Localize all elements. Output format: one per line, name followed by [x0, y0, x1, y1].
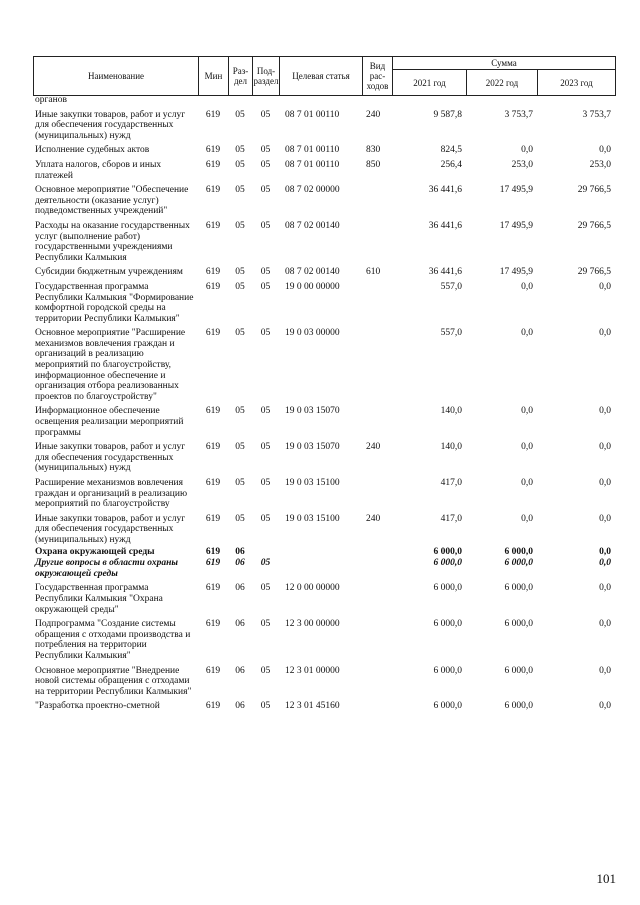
- cell-s2: 6 000,0: [504, 701, 533, 712]
- cell-name: Охрана окружающей среды: [35, 546, 155, 557]
- cell-s2: 17 495,9: [499, 220, 533, 231]
- table-row: [33, 95, 615, 106]
- cell-min: [198, 95, 228, 106]
- cell-cs: 19 0 03 15100: [285, 513, 340, 524]
- cell-name: Государственная программа Республики Калмыкия "Формирование комфортной городской среды на территории Республики Калмыкия": [35, 281, 194, 324]
- cell-s1: 36 441,6: [428, 220, 462, 231]
- cell-rz: 05: [235, 159, 245, 170]
- cell-s1: 557,0: [440, 328, 462, 339]
- table-row: [33, 579, 615, 615]
- cell-min: 619: [205, 185, 221, 196]
- cell-min: 619: [205, 546, 221, 557]
- cell-pr: 05: [260, 267, 271, 278]
- cell-vr: [362, 278, 392, 324]
- cell-name: Подпрограмма "Создание системы обращения с отходами производства и потребления на территории Республики Калмыкия": [35, 619, 191, 661]
- cell-rz: 05: [235, 328, 245, 339]
- cell-vr: [362, 579, 392, 615]
- cell-s2: 17 495,9: [499, 185, 533, 196]
- cell-s1: 6 000,0: [433, 546, 462, 557]
- cell-s3: 0,0: [599, 406, 611, 417]
- cell-s1: 36 441,6: [428, 185, 462, 196]
- cell-name: Информационное обеспечение освещения реализации мероприятий программы: [35, 406, 184, 438]
- cell-s2: 3 753,7: [504, 109, 533, 120]
- table-row: [33, 438, 615, 474]
- cell-min: 619: [205, 109, 221, 120]
- cell-s2: 6 000,0: [504, 558, 533, 569]
- cell-cs: 19 0 03 15070: [285, 406, 340, 417]
- header-year-2022: 2022 год: [467, 70, 538, 96]
- cell-s3: 0,0: [599, 478, 611, 488]
- cell-s2: 0,0: [521, 478, 533, 488]
- table-row: [33, 402, 615, 438]
- cell-min: 619: [205, 513, 221, 524]
- cell-vr: [362, 546, 392, 558]
- cell-rz: 05: [235, 145, 245, 156]
- cell-s2: 6 000,0: [504, 619, 533, 630]
- table-row: [33, 662, 615, 698]
- cell-rz: 06: [235, 701, 245, 712]
- cell-vr: [362, 615, 392, 661]
- cell-s1: [392, 95, 466, 106]
- cell-s1: 557,0: [440, 281, 462, 292]
- cell-min: 619: [205, 159, 221, 170]
- cell-vr: 610: [366, 267, 381, 278]
- cell-min: 619: [205, 145, 221, 156]
- cell-vr: [362, 95, 392, 106]
- cell-vr: [362, 217, 392, 263]
- cell-pr: 05: [260, 406, 271, 417]
- budget-table-body: [33, 95, 615, 712]
- cell-min: 619: [205, 442, 221, 453]
- cell-pr: 05: [260, 145, 271, 156]
- cell-pr: 05: [260, 109, 271, 120]
- cell-vr: 240: [366, 109, 381, 120]
- cell-s1: 9 587,8: [433, 109, 462, 120]
- cell-min: 619: [205, 267, 221, 278]
- cell-s3: 0,0: [599, 281, 611, 292]
- table-row: [33, 181, 615, 217]
- cell-cs: 19 0 03 15070: [285, 442, 340, 453]
- cell-rz: 05: [235, 478, 245, 488]
- cell-vr: [362, 697, 392, 712]
- cell-s3: 0,0: [599, 145, 611, 156]
- table-row: [33, 156, 615, 181]
- cell-min: 619: [205, 328, 221, 339]
- cell-rz: 06: [235, 558, 245, 569]
- cell-cs: [279, 95, 362, 106]
- cell-pr: 05: [260, 220, 271, 231]
- cell-vr: 850: [366, 159, 381, 170]
- cell-name: Расходы на оказание государственных услуг (выполнение работ) государственными учреждениями Республики Калмыкия: [35, 220, 190, 263]
- cell-s3: 29 766,5: [577, 220, 611, 231]
- table-row: [33, 324, 615, 402]
- cell-cs: 08 7 02 00000: [285, 185, 340, 196]
- cell-cs: 08 7 02 00140: [285, 220, 340, 231]
- cell-name: Основное мероприятие "Расширение механизмов вовлечения граждан и организаций в реализацию мероприятий по благоустройству, информационное обеспечение и организация отбора реализованных проектов по благоустройству": [35, 328, 186, 402]
- cell-s2: 6 000,0: [504, 665, 533, 676]
- cell-s1: 140,0: [440, 442, 462, 453]
- cell-s2: 253,0: [511, 159, 533, 170]
- cell-rz: [228, 95, 252, 106]
- cell-s2: 6 000,0: [504, 546, 533, 557]
- cell-cs: 19 0 03 00000: [285, 328, 340, 339]
- cell-name: Уплата налогов, сборов и иных платежей: [35, 159, 162, 181]
- cell-rz: 05: [235, 109, 245, 120]
- cell-cs: 12 0 00 00000: [285, 583, 340, 594]
- cell-cs: 12 3 00 00000: [285, 619, 340, 630]
- cell-rz: 06: [235, 619, 245, 630]
- table-row: [33, 141, 615, 156]
- cell-cs: 12 3 01 45160: [285, 701, 340, 712]
- cell-s1: 6 000,0: [433, 701, 462, 712]
- cell-min: 619: [205, 619, 221, 630]
- header-podrazdel: Под-раздел: [253, 57, 280, 96]
- cell-cs: 08 7 01 00110: [285, 159, 340, 170]
- cell-name: Иные закупки товаров, работ и услуг для обеспечения государственных (муниципальных) нужд: [35, 513, 186, 545]
- cell-name: Исполнение судебных актов: [35, 145, 150, 156]
- cell-s3: 0,0: [599, 701, 611, 712]
- cell-name: Иные закупки товаров, работ и услуг для обеспечения государственных (муниципальных) нужд: [35, 442, 186, 474]
- cell-cs: 12 3 01 00000: [285, 665, 340, 676]
- cell-cs: 08 7 01 00110: [285, 109, 340, 120]
- cell-s3: 0,0: [599, 619, 611, 630]
- header-min: Мин: [199, 57, 229, 96]
- cell-s2: 17 495,9: [499, 267, 533, 278]
- cell-s1: 417,0: [440, 478, 462, 488]
- cell-cs: 19 0 00 00000: [285, 281, 340, 292]
- cell-s1: 6 000,0: [433, 665, 462, 676]
- cell-vr: 830: [366, 145, 381, 156]
- cell-vr: [362, 557, 392, 579]
- cell-cs: [279, 557, 362, 579]
- cell-s2: 0,0: [521, 281, 533, 292]
- cell-s2: 6 000,0: [504, 583, 533, 594]
- cell-name: Иные закупки товаров, работ и услуг для обеспечения государственных (муниципальных) нужд: [35, 109, 186, 141]
- header-name: Наименование: [34, 57, 199, 96]
- table-row: [33, 474, 615, 510]
- cell-min: 619: [205, 281, 221, 292]
- cell-vr: 240: [366, 513, 381, 524]
- cell-pr: [252, 95, 279, 106]
- cell-pr: 05: [260, 665, 271, 676]
- cell-min: 619: [205, 220, 221, 231]
- header-target: Целевая статья: [280, 57, 363, 96]
- table-row: [33, 557, 615, 579]
- cell-vr: [362, 402, 392, 438]
- table-row: [33, 615, 615, 661]
- cell-s3: 29 766,5: [577, 185, 611, 196]
- cell-vr: 240: [366, 442, 381, 453]
- cell-s1: 140,0: [440, 406, 462, 417]
- cell-pr: 05: [260, 619, 271, 630]
- cell-s2: 0,0: [521, 513, 533, 524]
- cell-s1: 256,4: [440, 159, 462, 170]
- cell-pr: 05: [260, 328, 271, 339]
- cell-rz: 06: [235, 583, 245, 594]
- cell-s1: 6 000,0: [433, 558, 462, 569]
- cell-cs: [279, 546, 362, 558]
- table-row: [33, 263, 615, 278]
- cell-s3: 0,0: [599, 583, 611, 594]
- cell-min: 619: [205, 583, 221, 594]
- cell-pr: 05: [260, 185, 271, 196]
- cell-name: Основное мероприятие "Обеспечение деятельности (оказание услуг) подведомственных учреждений": [35, 185, 189, 217]
- cell-rz: 05: [235, 281, 245, 292]
- cell-min: 619: [205, 406, 221, 417]
- header-year-2021: 2021 год: [393, 70, 467, 96]
- cell-rz: 05: [235, 442, 245, 453]
- cell-name: "Разработка проектно-сметной: [35, 701, 160, 712]
- cell-pr: 05: [260, 583, 271, 594]
- cell-vr: [362, 662, 392, 698]
- page-number: 101: [596, 871, 616, 886]
- cell-s3: 3 753,7: [582, 109, 611, 120]
- cell-s2: 0,0: [521, 145, 533, 156]
- cell-s1: 6 000,0: [433, 619, 462, 630]
- cell-s3: 0,0: [599, 442, 611, 453]
- cell-pr: 05: [260, 281, 271, 292]
- header-razdel: Раз-дел: [229, 57, 253, 96]
- cell-cs: 08 7 01 00110: [285, 145, 340, 156]
- cell-pr: 05: [260, 159, 271, 170]
- cell-s3: 0,0: [599, 558, 611, 569]
- cell-pr: 05: [260, 513, 271, 524]
- cell-s2: [466, 95, 537, 106]
- cell-s3: 253,0: [589, 159, 611, 170]
- cell-pr: 05: [260, 558, 271, 569]
- cell-cs: 19 0 03 15100: [285, 478, 340, 488]
- cell-s2: 0,0: [521, 406, 533, 417]
- header-vid: Вид рас-ходов: [363, 57, 393, 96]
- cell-name: органов: [35, 95, 67, 105]
- cell-s3: 0,0: [599, 665, 611, 676]
- table-row: [33, 217, 615, 263]
- table-row: [33, 697, 615, 712]
- cell-s1: 417,0: [440, 513, 462, 524]
- cell-s2: 0,0: [521, 328, 533, 339]
- cell-rz: 05: [235, 267, 245, 278]
- cell-name: Основное мероприятие "Внедрение новой системы обращения с отходами на территории Республики Калмыкия": [35, 665, 192, 697]
- cell-rz: 06: [235, 665, 245, 676]
- cell-pr: [252, 546, 279, 558]
- cell-pr: 05: [260, 442, 271, 453]
- cell-s1: 824,5: [440, 145, 462, 156]
- header-year-2023: 2023 год: [538, 70, 616, 96]
- cell-pr: 05: [260, 701, 271, 712]
- cell-rz: 05: [235, 513, 245, 524]
- table-row: [33, 546, 615, 558]
- cell-name: Расширение механизмов вовлечения граждан и организаций в реализацию мероприятий по благоустройству: [35, 478, 188, 510]
- cell-rz: 05: [235, 185, 245, 196]
- cell-s1: 36 441,6: [428, 267, 462, 278]
- cell-s2: 0,0: [521, 442, 533, 453]
- cell-s3: 0,0: [599, 546, 611, 557]
- cell-rz: 05: [235, 220, 245, 231]
- cell-name: Другие вопросы в области охраны окружающей среды: [35, 558, 178, 579]
- table-row: [33, 510, 615, 546]
- cell-rz: 05: [235, 406, 245, 417]
- cell-vr: [362, 181, 392, 217]
- cell-vr: [362, 324, 392, 402]
- header-summa: Сумма: [393, 57, 616, 70]
- cell-s3: 0,0: [599, 328, 611, 339]
- cell-rz: 06: [235, 546, 245, 557]
- cell-s3: [537, 95, 615, 106]
- cell-s3: 29 766,5: [577, 267, 611, 278]
- cell-min: 619: [205, 558, 221, 569]
- cell-s1: 6 000,0: [433, 583, 462, 594]
- cell-name: Субсидии бюджетным учреждениям: [35, 267, 183, 278]
- table-row: [33, 106, 615, 142]
- table-row: [33, 278, 615, 324]
- table-header: [33, 56, 616, 96]
- cell-min: 619: [205, 701, 221, 712]
- cell-min: 619: [205, 665, 221, 676]
- cell-pr: 05: [260, 478, 271, 488]
- cell-cs: 08 7 02 00140: [285, 267, 340, 278]
- cell-vr: [362, 474, 392, 510]
- cell-min: 619: [205, 478, 221, 488]
- cell-s3: 0,0: [599, 513, 611, 524]
- cell-name: Государственная программа Республики Калмыкия "Охрана окружающей среды": [35, 583, 163, 615]
